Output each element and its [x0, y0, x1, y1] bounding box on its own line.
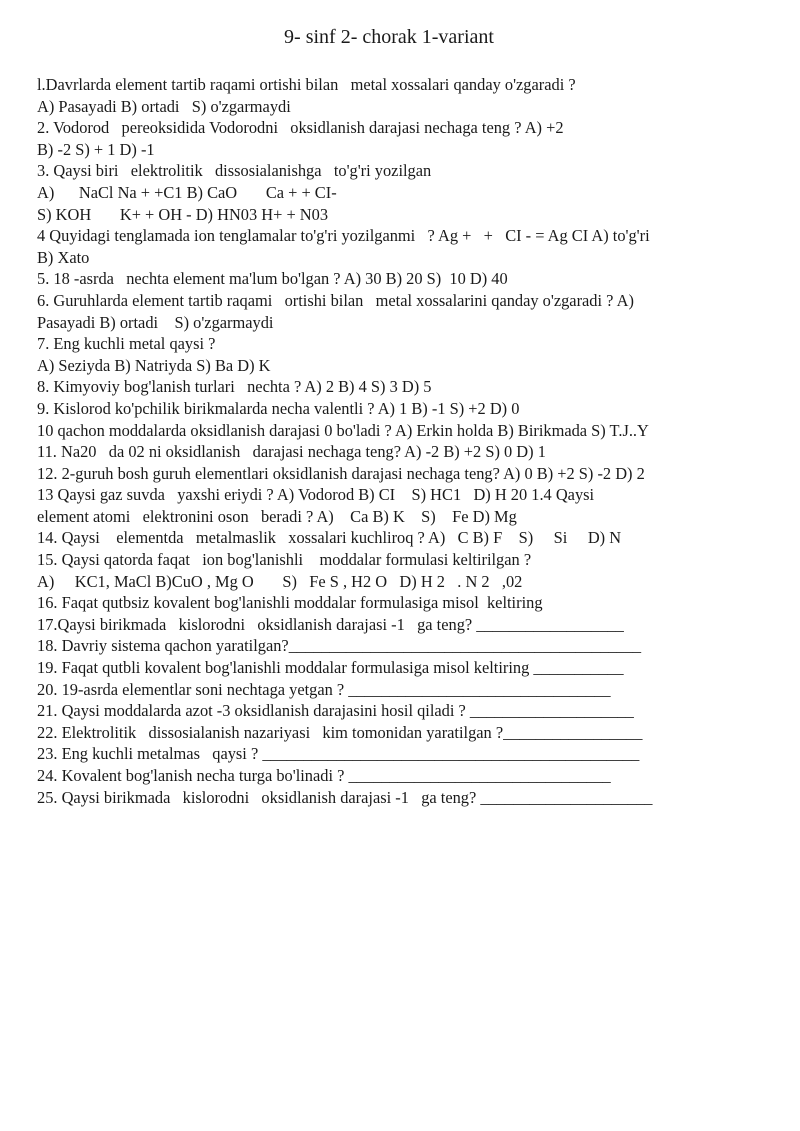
- text-line: S) KOH K+ + OH - D) HN03 H+ + N03: [37, 204, 329, 224]
- text-line: A) NaCl Na + +C1 B) CaO Ca + + CI-: [37, 182, 337, 202]
- text-line: A) Seziyda B) Natriyda S) Ba D) K: [37, 355, 271, 375]
- page-title: 9- sinf 2- chorak 1-variant: [284, 26, 494, 48]
- text-line: 20. 19-asrda elementlar soni nechtaga yetgan ? ________________________________: [37, 679, 611, 699]
- text-line: 5. 18 -asrda nechta element ma'lum bo'lgan ? A) 30 B) 20 S) 10 D) 40: [37, 269, 508, 289]
- text-line: 6. Guruhlarda element tartib raqami ortishi bilan metal xossalarini qanday o'zgaradi ? A): [37, 290, 634, 310]
- text-line: B) -2 S) + 1 D) -1: [37, 139, 155, 159]
- text-line: 14. Qaysi elementda metalmaslik xossalari kuchliroq ? A) C B) F S) Si D) N: [37, 528, 622, 548]
- text-line: 19. Faqat qutbli kovalent bog'lanishli moddalar formulasiga misol keltiring ___________: [37, 658, 624, 678]
- text-line: A) Pasayadi B) ortadi S) o'zgarmaydi: [37, 96, 291, 116]
- text-line: 12. 2-guruh bosh guruh elementlari oksidlanish darajasi nechaga teng? A) 0 B) +2 S) -2 D) 2: [37, 463, 645, 483]
- text-line: 7. Eng kuchli metal qaysi ?: [37, 334, 216, 354]
- text-line: 3. Qaysi biri elektrolitik dissosialanishga to'g'ri yozilgan: [37, 161, 432, 181]
- text-line: 2. Vodorod pereoksidida Vodorodni oksidlanish darajasi nechaga teng ? A) +2: [37, 118, 564, 138]
- text-line: B) Xato: [37, 247, 90, 267]
- text-line: 24. Kovalent bog'lanish necha turga bo'linadi ? ________________________________: [37, 766, 611, 785]
- text-line: l.Davrlarda element tartib raqami ortishi bilan metal xossalari qanday o'zgaradi ?: [37, 75, 576, 94]
- text-line: 13 Qaysi gaz suvda yaxshi eriydi ? A) Vodorod B) CI S) HC1 D) H 20 1.4 Qaysi: [37, 485, 595, 505]
- text-line: 15. Qaysi qatorda faqat ion bog'lanishli moddalar formulasi keltirilgan ?: [37, 550, 532, 570]
- text-line: 8. Kimyoviy bog'lanish turlari nechta ? A) 2 B) 4 S) 3 D) 5: [37, 377, 432, 397]
- text-line: 18. Davriy sistema qachon yaratilgan?___________________________________________: [37, 636, 642, 656]
- text-line: 21. Qaysi moddalarda azot -3 oksidlanish darajasini hosil qiladi ? ____________________: [37, 701, 634, 721]
- question-list: [37, 74, 777, 808]
- text-line: Pasayadi B) ortadi S) o'zgarmaydi: [37, 312, 274, 332]
- text-line: 4 Quyidagi tenglamada ion tenglamalar to'g'ri yozilganmi ? Ag + + CI - = Ag CI A) to'g'ri: [37, 226, 650, 246]
- text-line: 11. Na20 da 02 ni oksidlanish darajasi nechaga teng? A) -2 B) +2 S) 0 D) 1: [37, 442, 546, 462]
- text-line: 16. Faqat qutbsiz kovalent bog'lanishli moddalar formulasiga misol keltiring: [37, 593, 543, 613]
- text-line: 25. Qaysi birikmada kislorodni oksidlanish darajasi -1 ga teng? _____________________: [37, 787, 653, 807]
- text-line: 10 qachon moddalarda oksidlanish darajasi 0 bo'ladi ? A) Erkin holda B) Birikmada S) T.J..Y: [37, 420, 649, 440]
- text-line: A) KC1, MaCl B)CuO , Mg O S) Fe S , H2 O D) H 2 . N 2 ,02: [37, 571, 523, 591]
- text-line: 9. Kislorod ko'pchilik birikmalarda necha valentli ? A) 1 B) -1 S) +2 D) 0: [37, 398, 520, 418]
- text-line: element atomi elektronini oson beradi ? A) Ca B) K S) Fe D) Mg: [37, 506, 517, 526]
- text-line: 23. Eng kuchli metalmas qaysi ? ______________________________________________: [37, 744, 640, 764]
- text-line: 22. Elektrolitik dissosialanish nazariyasi kim tomonidan yaratilgan ?_________________: [37, 722, 643, 742]
- text-line: 17.Qaysi birikmada kislorodni oksidlanish darajasi -1 ga teng? __________________: [37, 614, 624, 634]
